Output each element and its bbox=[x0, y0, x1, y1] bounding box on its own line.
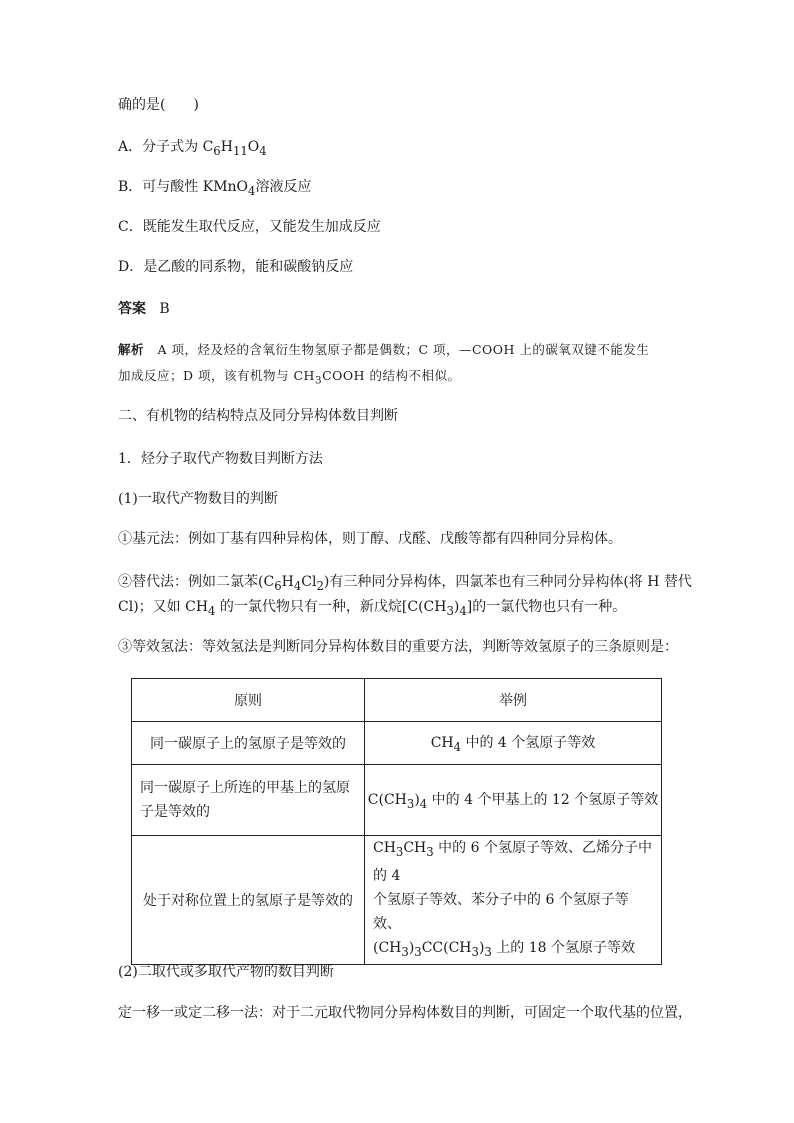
option-c: C．既能发生取代反应，又能发生加成反应 bbox=[118, 219, 381, 235]
subsection-1a: (1)一取代产物数目的判断 bbox=[118, 491, 278, 507]
table-cell-rule: 同一碳原子上所连的甲基上的氢原 子是等效的 bbox=[132, 765, 365, 836]
answer bbox=[118, 299, 170, 319]
subsection-1: 1．烃分子取代产物数目判断方法 bbox=[118, 451, 323, 467]
table-header-example: 举例 bbox=[365, 679, 662, 722]
option-d: D．是乙酸的同系物，能和碳酸钠反应 bbox=[118, 259, 354, 275]
option-b: B．可与酸性 KMnO$_4$溶液反应 bbox=[118, 179, 312, 198]
analysis-line-1: 解析 A 项，烃及烃的含氧衍生物氢原子都是偶数；C 项，—COOH 上的碳氧双键不能发生 bbox=[118, 342, 650, 357]
table-cell-rule: 同一碳原子上的氢原子是等效的 bbox=[132, 722, 365, 765]
table-row bbox=[132, 722, 662, 765]
paragraph-base-method: ①基元法：例如丁基有四种异构体，则丁醇、戊醛、戊酸等都有四种同分异构体。 bbox=[118, 531, 622, 547]
answer-label: 答案 bbox=[118, 301, 146, 317]
question-stem-tail: 确的是( ) bbox=[118, 97, 199, 113]
answer-value: B bbox=[159, 301, 170, 317]
section-heading: 二、有机物的结构特点及同分异构体数目判断 bbox=[118, 408, 398, 424]
table-row bbox=[132, 765, 662, 836]
paragraph-fix-one-move-one: 定一移一或定二移一法：对于二元取代物同分异构体数目的判断，可固定一个取代基的位置， bbox=[118, 1005, 692, 1021]
paragraph-substitution-line1: ②替代法：例如二氯苯$(C_6H_4Cl_2)$有三种同分异构体，四氯苯也有三种同分异构体(将 H 替代 bbox=[118, 574, 692, 593]
paragraph-equivalent-hydrogen: ③等效氢法：等效氢法是判断同分异构体数目的重要方法，判断等效氢原子的三条原则是： bbox=[118, 639, 678, 655]
table-row bbox=[132, 836, 662, 965]
table-cell-example: $CH_4$ 中的 4 个氢原子等效 bbox=[365, 722, 662, 765]
table-cell-example: $CH_3CH_3$ 中的 6 个氢原子等效、乙烯分子中的 4 个氢原子等效、苯分子中的 6 个氢原子等效、 $(CH_3)_3CC(CH_3)_3$ 上的 18 个氢原子等效 bbox=[365, 836, 662, 965]
table-cell-rule: 处于对称位置上的氢原子是等效的 bbox=[132, 836, 365, 965]
table-header-row bbox=[132, 679, 662, 722]
equivalent-hydrogen-table bbox=[131, 678, 662, 965]
analysis-line-2: 加成反应；D 项，该有机物与 $CH_3COOH$ 的结构不相似。 bbox=[118, 368, 461, 387]
option-a: A．分子式为 $C_6H_{11}O_4$ bbox=[118, 139, 267, 158]
table-header-rule: 原则 bbox=[132, 679, 365, 722]
paragraph-substitution-line2: Cl)；又如 $CH_4$ 的一氯代物只有一种，新戊烷$[C(CH_3)_4]$的一氯代物也只有一种。 bbox=[118, 599, 627, 618]
table-cell-example: $C(CH_3)_4$ 中的 4 个甲基上的 12 个氢原子等效 bbox=[365, 765, 662, 836]
subsection-1b: (2)二取代或多取代产物的数目判断 bbox=[118, 964, 334, 980]
